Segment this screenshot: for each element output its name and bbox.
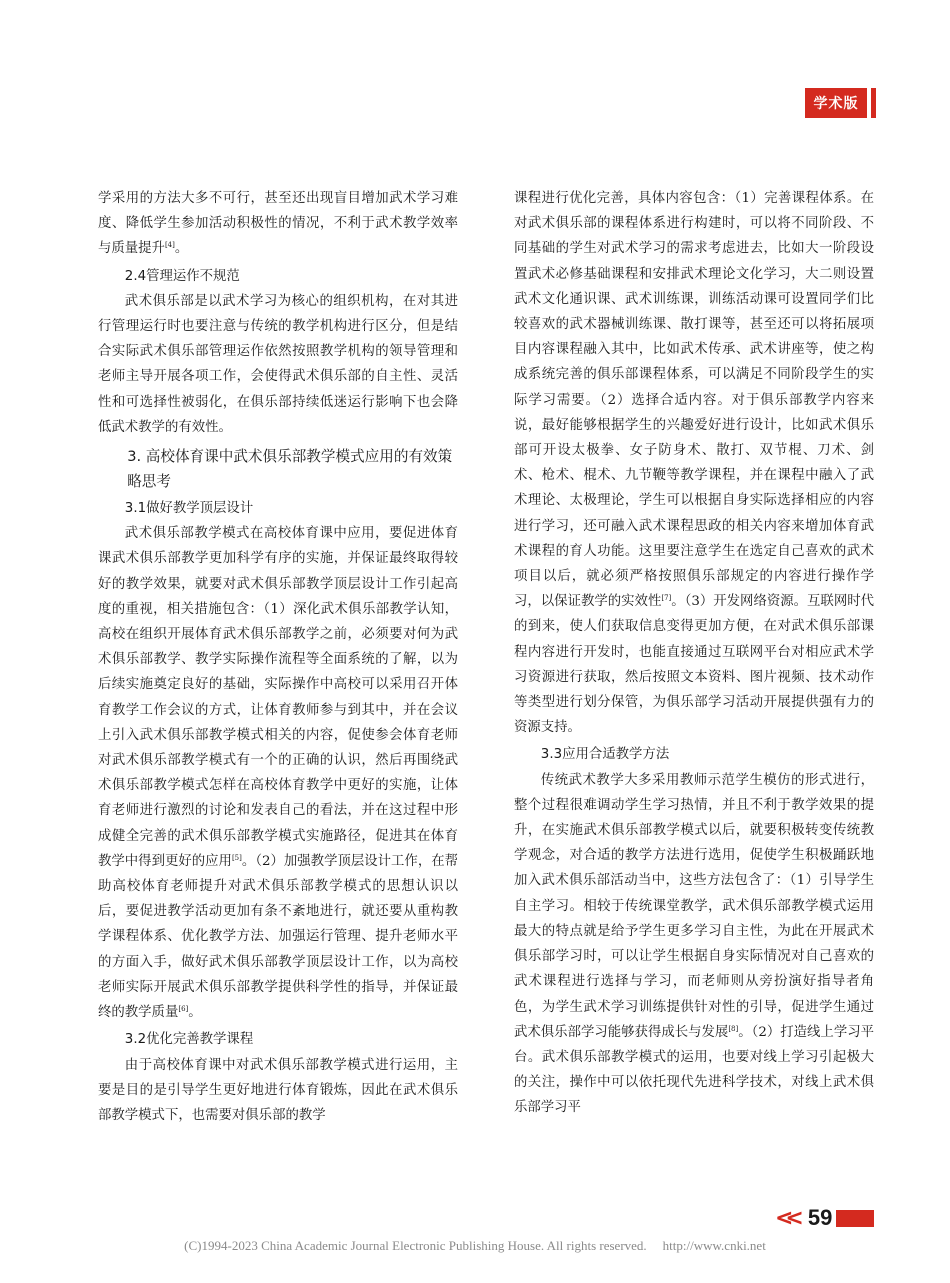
section-badge: 学术版 xyxy=(805,88,867,118)
chevron-left-icon: << xyxy=(775,1205,796,1231)
copyright-text: (C)1994-2023 China Academic Journal Electronic Publishing House. All rights reserved. xyxy=(184,1238,647,1253)
citation: [6] xyxy=(178,1005,189,1014)
citation: [4] xyxy=(164,241,175,250)
right-column xyxy=(514,186,874,1121)
page-number xyxy=(775,1206,832,1230)
citation: [7] xyxy=(661,594,672,603)
copyright-footer xyxy=(0,1238,950,1254)
paragraph: 由于高校体育课中对武术俱乐部教学模式进行运用，主要是目的是引导学生更好地进行体育锻炼，因此在武术俱乐部教学模式下，也需要对俱乐部的教学 xyxy=(98,1057,458,1123)
subsection-heading-3-3: 3.3应用合适教学方法 xyxy=(540,747,670,763)
page-accent-bar xyxy=(836,1210,874,1227)
subsection-heading-2-4: 2.4管理运作不规范 xyxy=(124,268,240,284)
badge-accent-bar xyxy=(871,88,876,118)
left-column xyxy=(98,186,458,1128)
subsection-heading-3-1: 3.1做好教学顶层设计 xyxy=(124,501,254,517)
paragraph: 课程进行优化完善，具体内容包含：（1）完善课程体系。在对武术俱乐部的课程体系进行构建时，可以将不同阶段、不同基础的学生对武术学习的需求考虑进去，比如大一阶段设置武术必修基础课程和安排武术理论文化学习，大二则设置武术文化通识课、武术训练课，训练活动课可设置同学们比较喜欢的武术器械训练课、散打课等，甚至还可以将拓展项目内容课程融入其中，比如武术传承、武术讲座等，使之构成系统完善的俱乐部课程体系，可以满足不同阶段学生的实际学习需要。（2）选择合适内容。对于俱乐部教学内容来说，最好能够根据学生的兴趣爱好进行设计，比如武术俱乐部可开设太极拳、女子防身术、散打、双节棍、刀术、剑术、枪术、棍术、九节鞭等教学课程，并在课程中融入了武术理论、太极理论，学生可以根据自身实际选择相应的内容进行学习，还可融入武术课程思政的相关内容来增加体育武术课程的育人功能。这里要注意学生在选定自己喜欢的武术项目以后，就必须严格按照俱乐部规定的内容进行操作学习，以保证教学的实效性[7]。（3）开发网络资源。互联网时代的到来，使人们获取信息变得更加方便，在对武术俱乐部课程内容进行开发时，也能直接通过互联网平台对相应武术学习资源进行获取，然后按照文本资料、图片视频、技术动作等类型进行划分保管，为俱乐部学习活动开展提供强有力的资源支持。 xyxy=(514,191,874,736)
paragraph: 学采用的方法大多不可行，甚至还出现盲目增加武术学习难度、降低学生参加活动积极性的情况，不利于武术教学效率与质量提升[4]。 xyxy=(98,191,458,257)
section-heading-3: 3. 高校体育课中武术俱乐部教学模式应用的有效策略思考 xyxy=(127,448,453,491)
paragraph: 传统武术教学大多采用教师示范学生模仿的形式进行，整个过程很难调动学生学习热情，并且不利于教学效果的提升，在实施武术俱乐部教学模式以后，就要积极转变传统教学观念，对合适的教学方法进行选用，促使学生积极踊跃地加入武术俱乐部活动当中，这些方法包含了：（1）引导学生自主学习。相较于传统课堂教学，武术俱乐部教学模式运用最大的特点就是给予学生更多学习自主性，为此在开展武术俱乐部学习时，可以让学生根据自身实际情况对自己喜欢的武术课程进行选择与学习，而老师则从旁扮演好指导者角色，为学生武术学习训练提供针对性的引导，促进学生通过武术俱乐部学习能够获得成长与发展[8]。（2）打造线上学习平台。武术俱乐部教学模式的运用，也要对线上学习引起极大的关注，操作中可以依托现代先进科学技术，对线上武术俱乐部学习平 xyxy=(514,772,874,1116)
footer-url: http://www.cnki.net xyxy=(662,1238,766,1253)
citation: [5] xyxy=(231,853,242,862)
subsection-heading-3-2: 3.2优化完善教学课程 xyxy=(124,1032,254,1048)
page-number-text: 59 xyxy=(807,1205,833,1230)
paragraph: 武术俱乐部是以武术学习为核心的组织机构，在对其进行管理运行时也要注意与传统的教学机构进行区分，但是结合实际武术俱乐部管理运作依然按照教学机构的领导管理和老师主导开展各项工作，会使得武术俱乐部的自主性、灵活性和可选择性被弱化，在俱乐部持续低迷运行影响下也会降低武术教学的有效性。 xyxy=(98,293,458,435)
paragraph: 武术俱乐部教学模式在高校体育课中应用，要促进体育课武术俱乐部教学更加科学有序的实施，并保证最终取得较好的教学效果，就要对武术俱乐部教学顶层设计工作引起高度的重视，相关措施包含：（1）深化武术俱乐部教学认知，高校在组织开展体育武术俱乐部教学之前，必须要对何为武术俱乐部教学、教学实际操作流程等全面系统的了解，以为后续实施奠定良好的基础，实际操作中高校可以采用召开体育教学工作会议的方式，让体育教师参与到其中，并在会议上引入武术俱乐部教学模式相关的内容，促使参会体育老师对武术俱乐部教学模式有一个的正确的认识，然后再围绕武术俱乐部教学模式怎样在高校体育教学中更好的实施，让体育老师进行激烈的讨论和发表自己的看法，并在这过程中形成健全完善的武术俱乐部教学模式实施路径，促进其在体育教学中得到更好的应用[5]。（2）加强教学顶层设计工作，在帮助高校体育老师提升对武术俱乐部教学模式的思想认识以后，要促进教学活动更加有条不紊地进行，就还要从重构教学课程体系、优化教学方法、加强运行管理、提升老师水平的方面入手，做好武术俱乐部教学顶层设计工作，以为高校老师实际开展武术俱乐部教学提供科学性的指导，并保证最终的教学质量[6]。 xyxy=(98,526,459,1021)
citation: [8] xyxy=(728,1024,739,1033)
